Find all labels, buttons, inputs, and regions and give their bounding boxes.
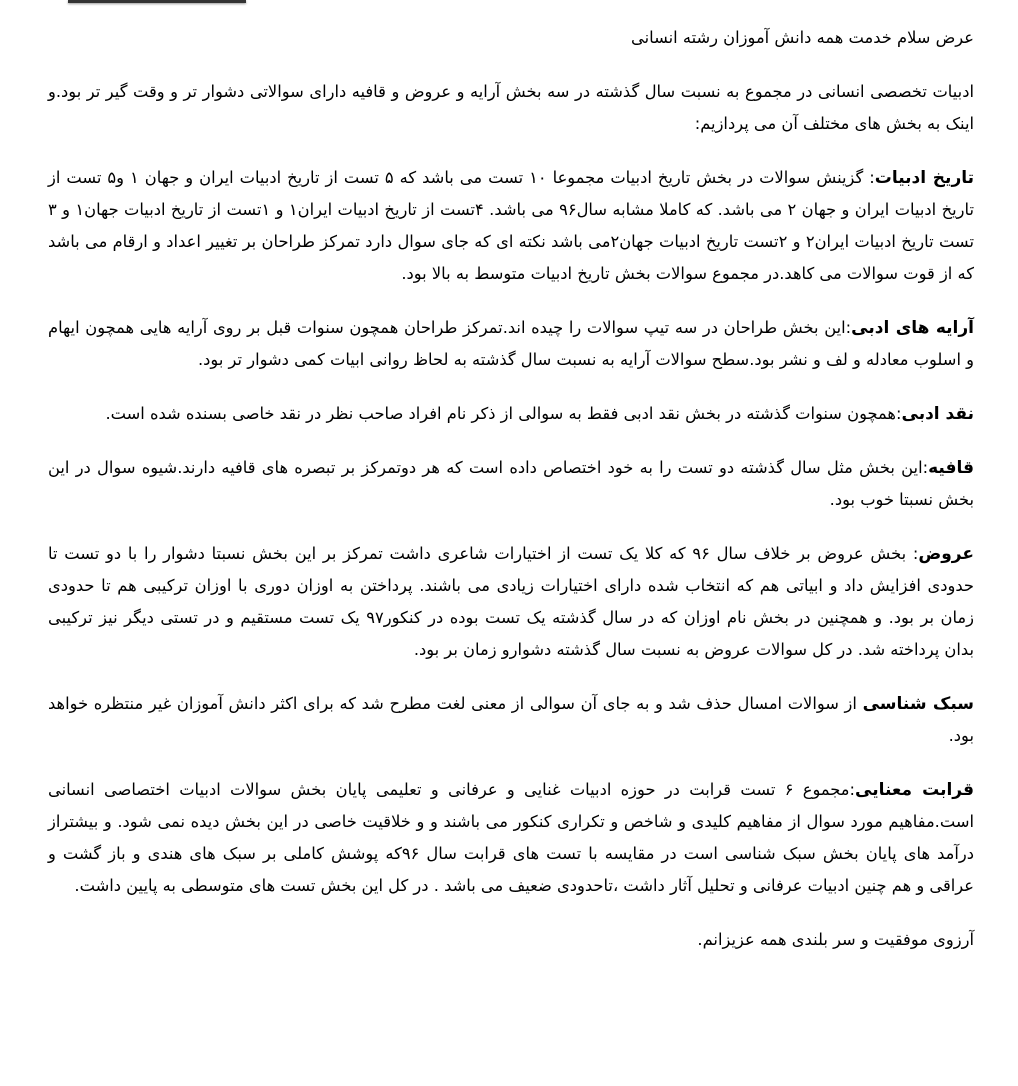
section-rhyme — [48, 452, 974, 516]
section-body: :این بخش مثل سال گذشته دو تست را به خود اختصاص داده است که هر دوتمرکز بر تبصره های قافیه دارند.شیوه سوال در این بخش نسبتا خوب بود. — [48, 458, 974, 509]
section-literary-criticism — [48, 398, 974, 430]
section-body: :این بخش طراحان در سه تیپ سوالات را چیده اند.تمرکز طراحان همچون سنوات قبل بر روی آرایه هایی همچون ایهام و اسلوب معادله و لف و نشر بود.سطح سوالات آرایه به نسبت سال گذشته به لحاظ روانی ابیات کمی دشوار تر بود. — [48, 318, 974, 369]
section-stylistics — [48, 688, 974, 752]
closing-line: آرزوی موفقیت و سر بلندی همه عزیزانم. — [697, 930, 974, 949]
section-semantic-similarity — [48, 774, 974, 902]
intro-paragraph: ادبیات تخصصی انسانی در مجموع به نسبت سال گذشته در سه بخش آرایه و عروض و قافیه دارای سوالاتی دشوار تر و وقت گیر تر بود.و اینک به بخش های مختلف آن می پردازیم: — [48, 82, 974, 133]
section-body: : بخش عروض بر خلاف سال ۹۶ که کلا یک تست از اختیارات شاعری داشت تمرکز بر این بخش نسبتا دشوار را با دو تست تا حدودی افزایش داد و ابیاتی هم که انتخاب شده دارای اختیارات زیادی می باشند. پرداختن به اوزان دوری با اوزان ترکیبی هم تا حدودی زمان بر بود. و همچنین در بخش نام اوزان که در سال گذشته یک تست بوده در کنکور۹۷ یک تست مستقیم و در تستی دیگر نیز ترکیبی بدان پرداخته شد. در کل سوالات عروض به نسبت سال گذشته دشوارو زمان بر بود. — [48, 544, 974, 659]
section-prosody — [48, 538, 974, 666]
section-heading: نقد ادبی — [901, 404, 974, 424]
section-body: : گزینش سوالات در بخش تاریخ ادبیات مجموعا ۱۰ تست می باشد که ۵ تست از تاریخ ادبیات ایران و جهان ۱ و۵ تست از تاریخ ادبیات ایران و جهان ۲ می باشد. که کاملا مشابه سال۹۶ می باشد. ۴تست از تاریخ ادبیات ایران۱ و ۱تست از تاریخ ادبیات جهان۱ و ۳ تست تاریخ ادبیات ایران۲ و ۲تست تاریخ ادبیات جهان۲می باشد نکته ای که جای سوال دارد تمرکز طراحان بر تغییر اعداد و ارقام می باشد که از قوت سوالات می کاهد.در مجموع سوالات بخش تاریخ ادبیات متوسط به بالا بود. — [48, 168, 974, 283]
section-body: از سوالات امسال حذف شد و به جای آن سوالی از معنی لغت مطرح شد که برای اکثر دانش آموزان غیر منتظره خواهد بود. — [48, 694, 974, 745]
section-heading: تاریخ ادبیات — [874, 168, 974, 188]
top-edge-bar — [68, 0, 246, 3]
section-literary-devices — [48, 312, 974, 376]
section-heading: آرایه های ادبی — [851, 318, 974, 338]
section-heading: عروض — [918, 544, 974, 564]
section-body: :مجموع ۶ تست قرابت در حوزه ادبیات غنایی و عرفانی و تعلیمی پایان بخش سوالات ادبیات اختصاصی انسانی است.مفاهیم مورد سوال از مفاهیم کلیدی و شاخص و تکراری کنکور می باشند و و خلاقیت خاصی در این بخش دیده نمی شود. و بیشتراز درآمد های پایان بخش سبک شناسی است در مقایسه با تست های قرابت سال ۹۶که پوشش کاملی بر سبک های هندی و باز گشت و عراقی و هم چنین ادبیات عرفانی و تحلیل آثار داشت ،تاحدودی ضعیف می باشد . در کل این بخش تست های متوسطی به پایین داشت. — [48, 780, 974, 895]
section-heading: قافیه — [928, 458, 974, 478]
section-heading: قرابت معنایی — [855, 780, 975, 800]
section-body: :همچون سنوات گذشته در بخش نقد ادبی فقط به سوالی از ذکر نام افراد صاحب نظر در نقد خاصی بسنده شده است. — [105, 404, 902, 423]
greeting: عرض سلام خدمت همه دانش آموزان رشته انسانی — [631, 28, 974, 47]
document-body — [48, 22, 974, 978]
section-literary-history — [48, 162, 974, 290]
section-heading: سبک شناسی — [862, 694, 974, 714]
